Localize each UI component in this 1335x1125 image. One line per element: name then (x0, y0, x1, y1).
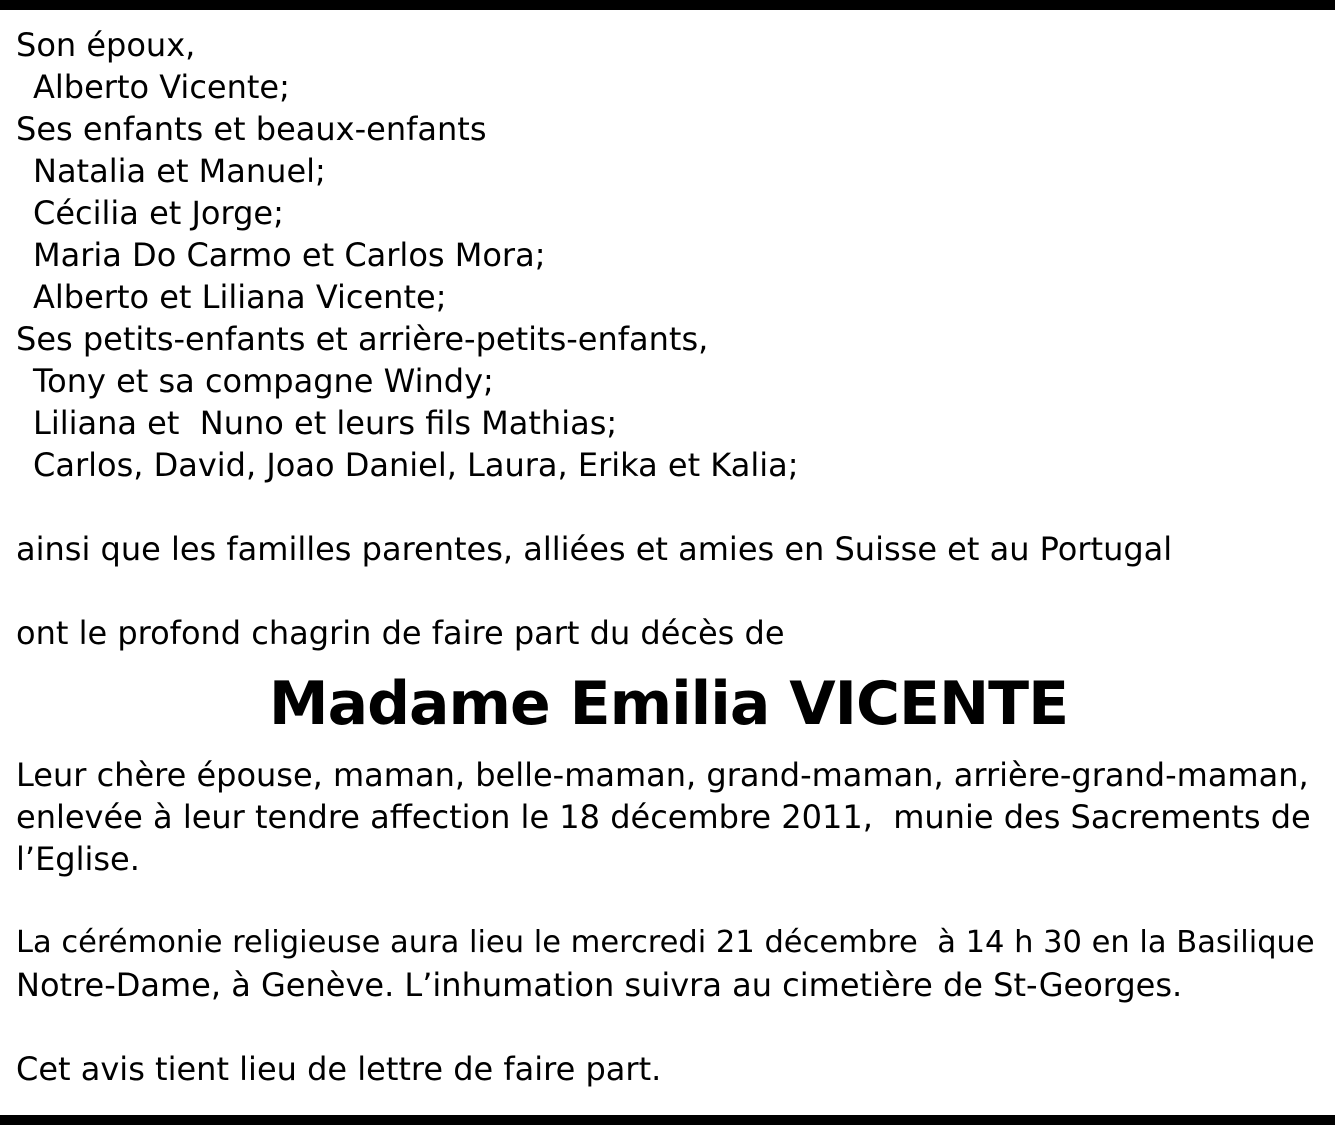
spacer (16, 880, 1321, 922)
child-entry: Maria Do Carmo et Carlos Mora; (33, 236, 546, 274)
grandchild-entry: Carlos, David, Joao Daniel, Laura, Erika et Kalia; (33, 446, 799, 484)
grandchildren-heading: Ses petits-enfants et arrière-petits-enfants, (16, 320, 709, 358)
description-line: Leur chère épouse, maman, belle-maman, grand-maman, arrière-grand-maman, (16, 756, 1309, 794)
ceremony-line: La cérémonie religieuse aura lieu le mercredi 21 décembre à 14 h 30 en la Basilique (16, 925, 1315, 960)
ceremony-line: Notre-Dame, à Genève. L’inhumation suivra au cimetière de St-Georges. (16, 966, 1183, 1004)
deceased-name: Madame Emilia VICENTE (268, 669, 1069, 739)
spouse-name: Alberto Vicente; (33, 68, 290, 106)
bottom-border-rule (0, 1115, 1335, 1125)
spacer (16, 1006, 1321, 1048)
relatives-line: ainsi que les familles parentes, alliées et amies en Suisse et au Portugal (16, 530, 1173, 568)
grandchild-entry: Tony et sa compagne Windy; (33, 362, 494, 400)
closing-line: Cet avis tient lieu de lettre de faire part. (16, 1050, 662, 1088)
description-line: l’Eglise. (16, 840, 140, 878)
child-entry: Natalia et Manuel; (33, 152, 326, 190)
child-entry: Cécilia et Jorge; (33, 194, 284, 232)
announcement-line: ont le profond chagrin de faire part du décès de (16, 614, 785, 652)
spouse-heading: Son époux, (16, 26, 196, 64)
spacer (16, 486, 1321, 528)
description-line: enlevée à leur tendre affection le 18 décembre 2011, munie des Sacrements de (16, 798, 1311, 836)
notice-body (16, 24, 1321, 1090)
top-border-rule (0, 0, 1335, 10)
spacer (16, 570, 1321, 612)
children-heading: Ses enfants et beaux-enfants (16, 110, 487, 148)
grandchild-entry: Liliana et Nuno et leurs fils Mathias; (33, 404, 618, 442)
child-entry: Alberto et Liliana Vicente; (33, 278, 447, 316)
